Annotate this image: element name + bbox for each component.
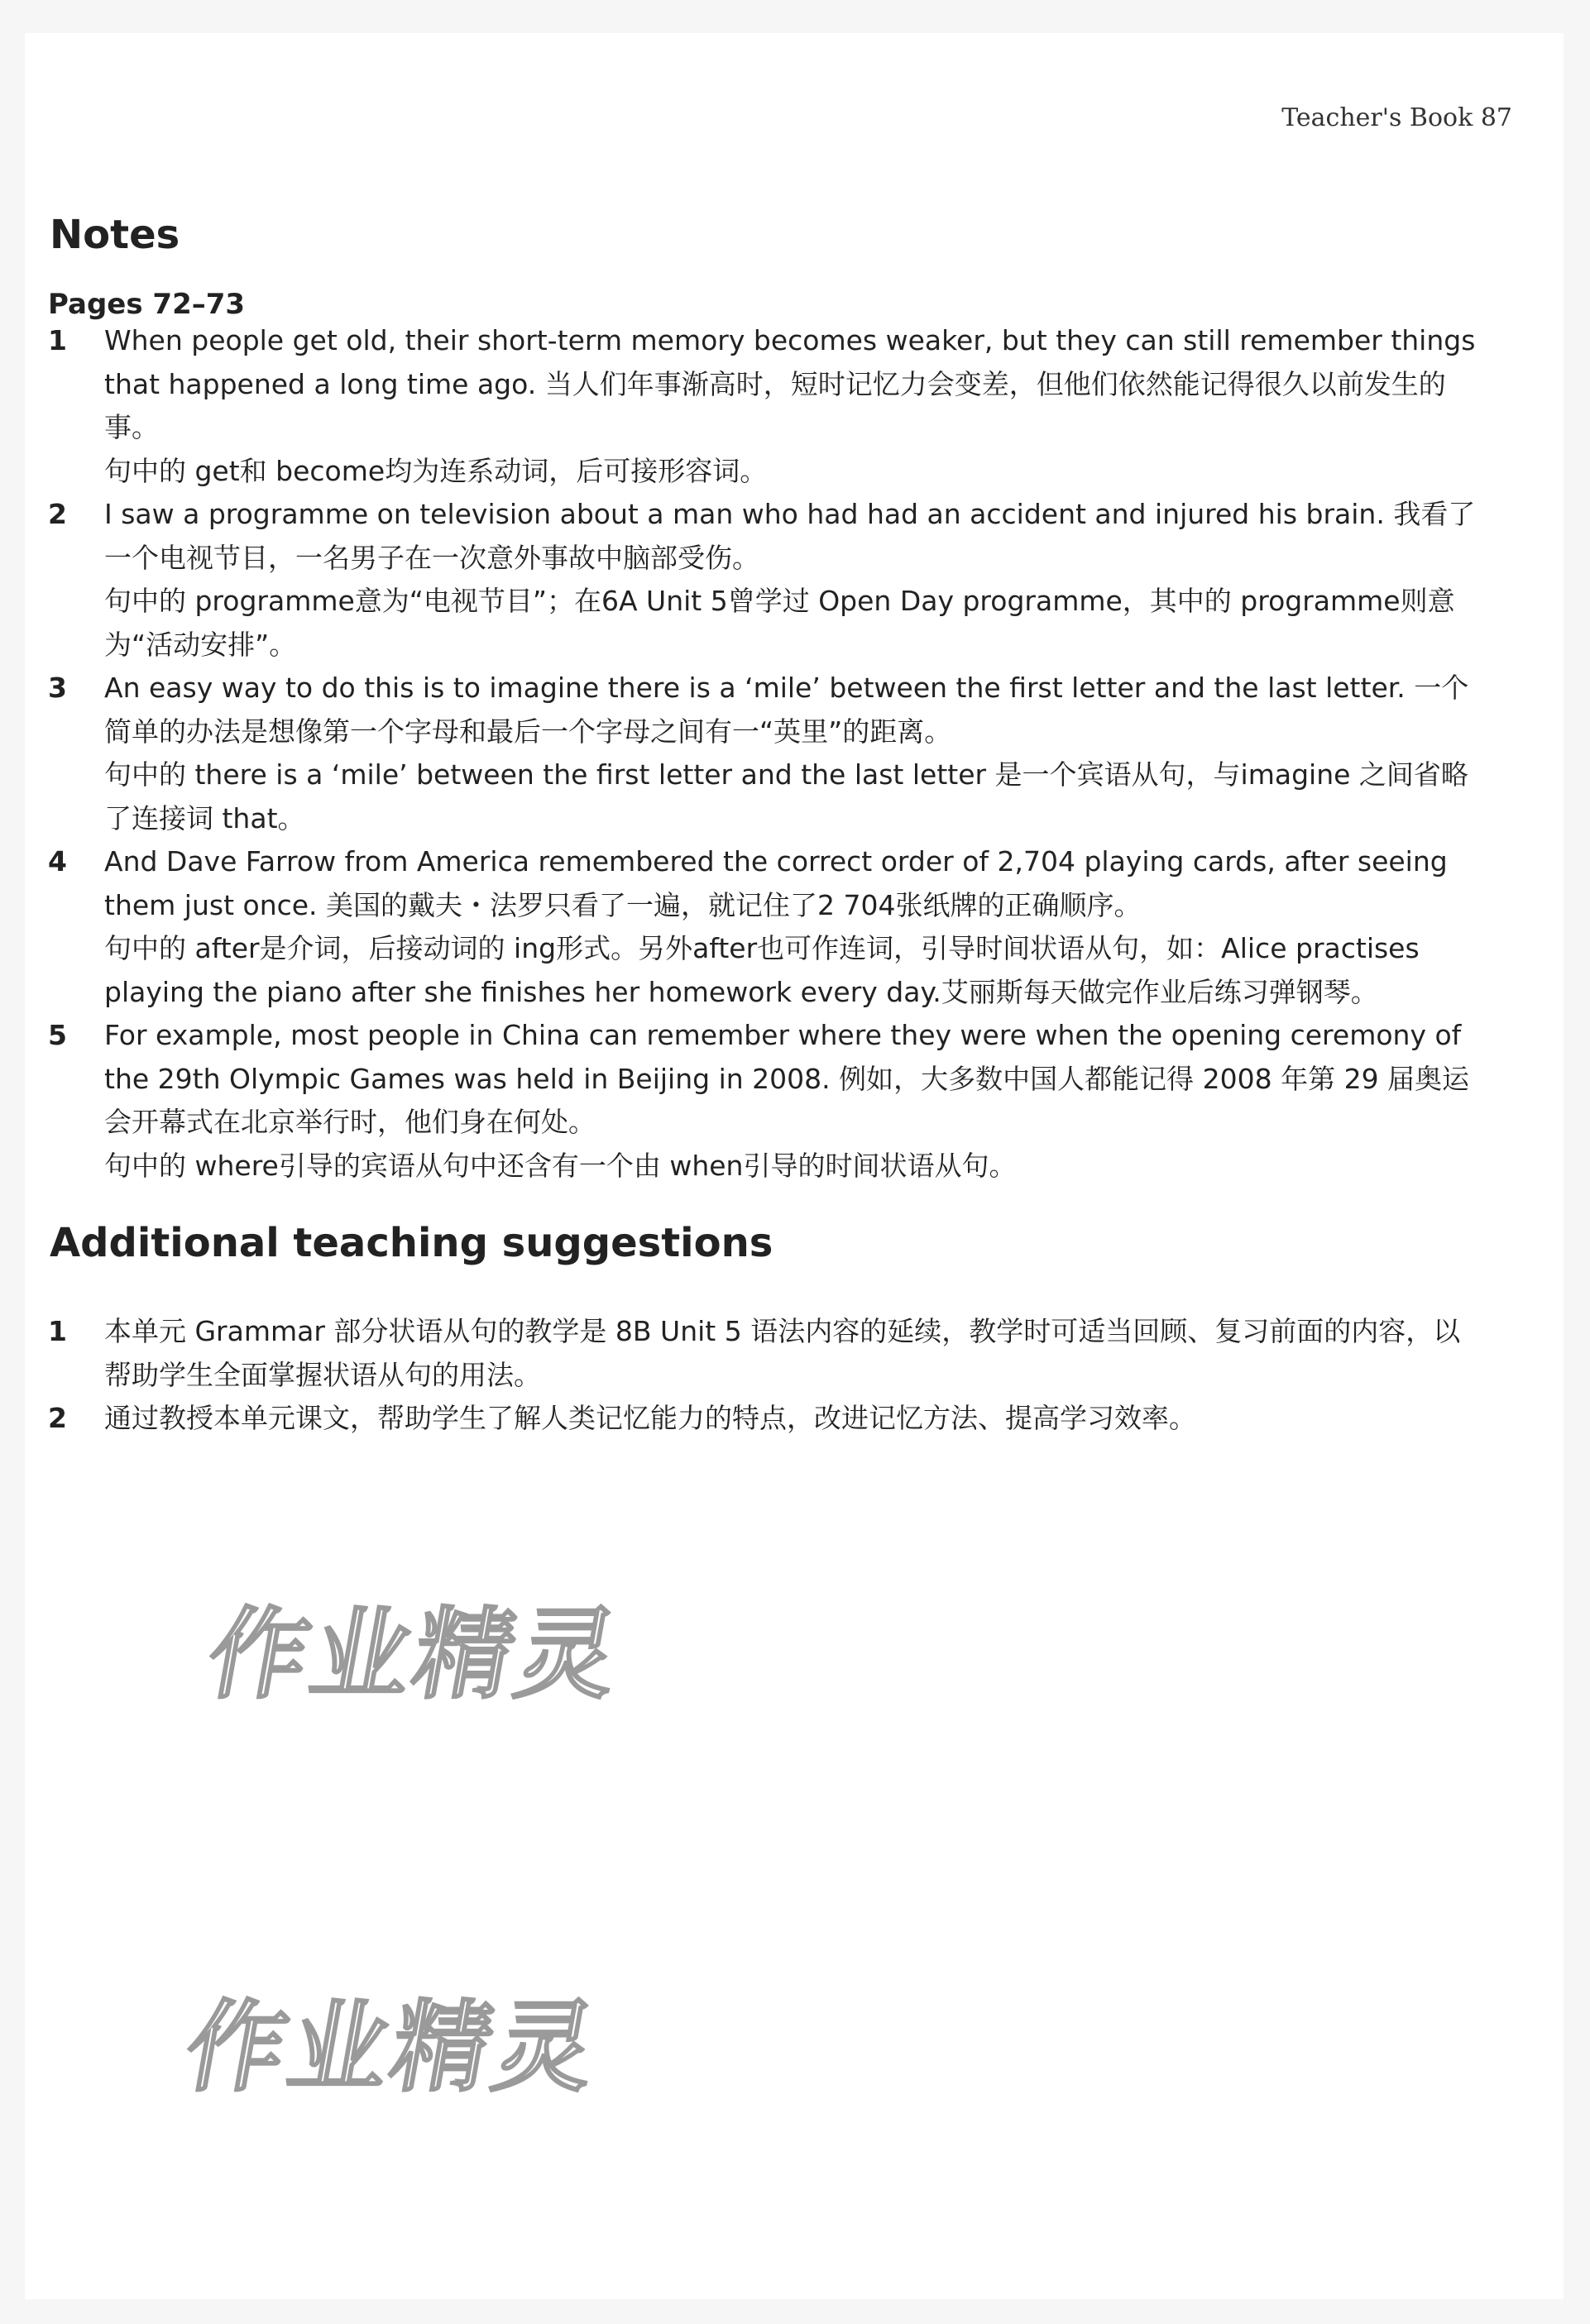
note-explanation: 句中的 get和 become均为连系动词，后可接形容词。 — [104, 454, 768, 487]
suggestion-number: 2 — [48, 1402, 67, 1434]
watermark-logo: 作业精灵 — [199, 1598, 630, 1713]
note-item-5 — [48, 1014, 1487, 1188]
running-head: Teacher's Book 87 — [1281, 103, 1512, 132]
note-number: 1 — [48, 324, 67, 356]
note-item-1 — [48, 319, 1487, 493]
note-chinese-translation: 我看了一个电视节目，一名男子在一次意外事故中脑部受伤。 — [104, 498, 1476, 574]
note-chinese-translation: 当人们年事渐高时，短时记忆力会变差，但他们依然能记得很久以前发生的事。 — [104, 367, 1446, 443]
note-chinese-translation: 一个简单的办法是想像第一个字母和最后一个字母之间有一“英里”的距离。 — [104, 672, 1469, 748]
note-chinese-translation: 美国的戴夫・法罗只看了一遍，就记住了2 704张纸牌的正确顺序。 — [326, 888, 1142, 921]
suggestion-text: 本单元 Grammar 部分状语从句的教学是 8B Unit 5 语法内容的延续，教学时可适当回顾、复习前面的内容，以帮助学生全面掌握状语从句的用法。 — [104, 1315, 1461, 1391]
note-item-3 — [48, 667, 1487, 840]
suggestion-item-2 — [48, 1397, 1487, 1441]
note-number: 5 — [48, 1019, 67, 1051]
note-number: 4 — [48, 845, 67, 877]
note-english-sentence: For example, most people in China can remember where they were when the opening ceremony of the 29th Olympic Games was held in Beijing in 2008. — [104, 1019, 1462, 1095]
note-explanation: 句中的 there is a ‘mile’ between the first letter and the last letter 是一个宾语从句，与imagine 之间省略了连接词 that。 — [104, 758, 1468, 834]
note-item-4 — [48, 840, 1487, 1014]
note-chinese-translation: 例如，大多数中国人都能记得 2008 年第 29 届奥运会开幕式在北京举行时，他们身在何处。 — [104, 1062, 1470, 1138]
notes-list — [48, 319, 1487, 1188]
note-explanation: 句中的 programme意为“电视节目”；在6A Unit 5曾学过 Open Day programme，其中的 programme则意为“活动安排”。 — [104, 585, 1455, 661]
additional-suggestions-heading: Additional teaching suggestions — [50, 1220, 773, 1266]
note-english-sentence: And Dave Farrow from America remembered the correct order of 2,704 playing cards, after seeing them just once. — [104, 845, 1448, 921]
suggestion-number: 1 — [48, 1315, 67, 1347]
suggestion-text: 通过教授本单元课文，帮助学生了解人类记忆能力的特点，改进记忆方法、提高学习效率。 — [104, 1402, 1196, 1434]
suggestion-item-1 — [48, 1310, 1487, 1397]
note-english-sentence: When people get old, their short-term memory becomes weaker, but they can still remember things that happened a long time ago. — [104, 324, 1476, 400]
note-explanation: 句中的 after是介词，后接动词的 ing形式。另外after也可作连词，引导时间状语从句，如：Alice practises playing the piano after she finishes her homework every day.艾丽斯每天做完作业后练习弹钢琴。 — [104, 932, 1420, 1008]
note-explanation: 句中的 where引导的宾语从句中还含有一个由 when引导的时间状语从句。 — [104, 1149, 1017, 1182]
note-number: 3 — [48, 672, 67, 704]
watermark-logo: 作业精灵 — [176, 1991, 608, 2106]
notes-heading: Notes — [50, 212, 180, 258]
note-english-sentence: An easy way to do this is to imagine there is a ‘mile’ between the first letter and the last letter. — [104, 672, 1406, 704]
pages-label: Pages 72–73 — [48, 288, 246, 321]
suggestions-list — [48, 1310, 1487, 1441]
note-number: 2 — [48, 498, 67, 530]
note-item-2 — [48, 493, 1487, 667]
note-english-sentence: I saw a programme on television about a man who had had an accident and injured his brain. — [104, 498, 1385, 530]
